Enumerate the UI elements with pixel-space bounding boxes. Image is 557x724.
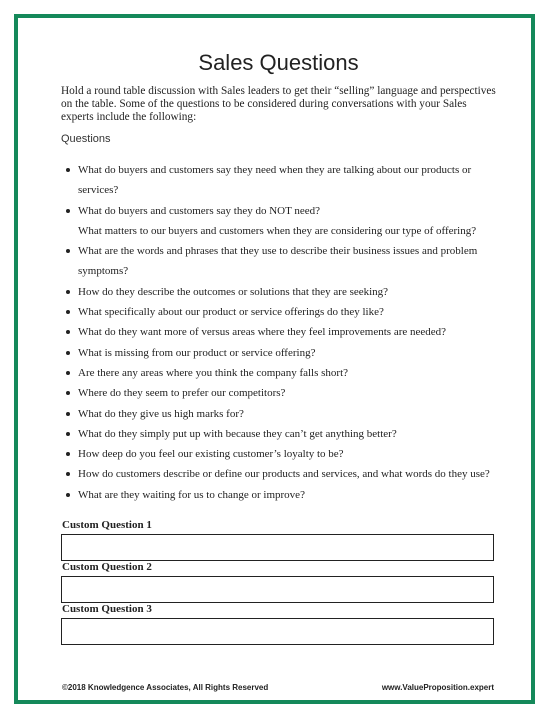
custom-question-2-field[interactable] — [61, 576, 494, 603]
question-text: What are the words and phrases that they use to describe their business issues and problem — [78, 245, 478, 258]
question-item — [66, 302, 496, 322]
question-item — [66, 424, 496, 444]
question-text: Are there any areas where you think the company falls short? — [78, 366, 349, 379]
question-item — [66, 322, 496, 342]
question-text: How do they describe the outcomes or solutions that they are seeking? — [78, 285, 389, 298]
question-text: How do customers describe or define our products and services, and what words do they use? — [78, 468, 490, 481]
custom-question-1-label: Custom Question 1 — [62, 519, 152, 531]
question-item — [66, 383, 496, 403]
question-text: What matters to our buyers and customers when they are considering our type of offering? — [78, 224, 477, 237]
custom-question-1-field[interactable] — [61, 534, 494, 561]
question-item — [66, 464, 496, 484]
question-item — [66, 343, 496, 363]
question-item — [66, 241, 496, 282]
questions-list — [66, 160, 496, 505]
question-item — [66, 444, 496, 464]
question-item — [66, 201, 496, 221]
intro-paragraph: Hold a round table discussion with Sales leaders to get their “selling” language and perspectives on the table. Some of the questions to be considered during conversations with your Sales experts include the following: — [61, 85, 496, 123]
question-text: symptoms? — [78, 265, 129, 278]
question-item — [66, 485, 496, 505]
question-text: services? — [78, 184, 119, 197]
question-item — [66, 404, 496, 424]
custom-question-3-label: Custom Question 3 — [62, 603, 152, 615]
footer-website: www.ValueProposition.expert — [381, 683, 494, 692]
question-text: What is missing from our product or service offering? — [78, 346, 316, 359]
custom-question-2-label: Custom Question 2 — [62, 561, 152, 573]
question-text: How deep do you feel our existing customer’s loyalty to be? — [78, 448, 344, 461]
question-text: What are they waiting for us to change or improve? — [78, 488, 305, 501]
question-item — [66, 160, 496, 201]
question-text: What do they want more of versus areas where they feel improvements are needed? — [78, 326, 447, 339]
question-text: What do buyers and customers say they do NOT need? — [78, 204, 321, 217]
question-text: Where do they seem to prefer our competitors? — [78, 387, 286, 400]
question-item — [66, 282, 496, 302]
page-title: Sales Questions — [198, 50, 359, 75]
footer-copyright: ©2018 Knowledgence Associates, All Rights Reserved — [62, 683, 269, 692]
question-text: What specifically about our product or service offerings do they like? — [78, 306, 384, 319]
questions-heading: Questions — [61, 133, 111, 145]
question-text: What do they give us high marks for? — [78, 407, 244, 420]
custom-question-3-field[interactable] — [61, 618, 494, 645]
question-item — [66, 363, 496, 383]
question-text: What do they simply put up with because they can’t get anything better? — [78, 427, 397, 440]
question-text: What do buyers and customers say they need when they are talking about our products or — [78, 164, 472, 176]
question-item — [66, 221, 496, 241]
